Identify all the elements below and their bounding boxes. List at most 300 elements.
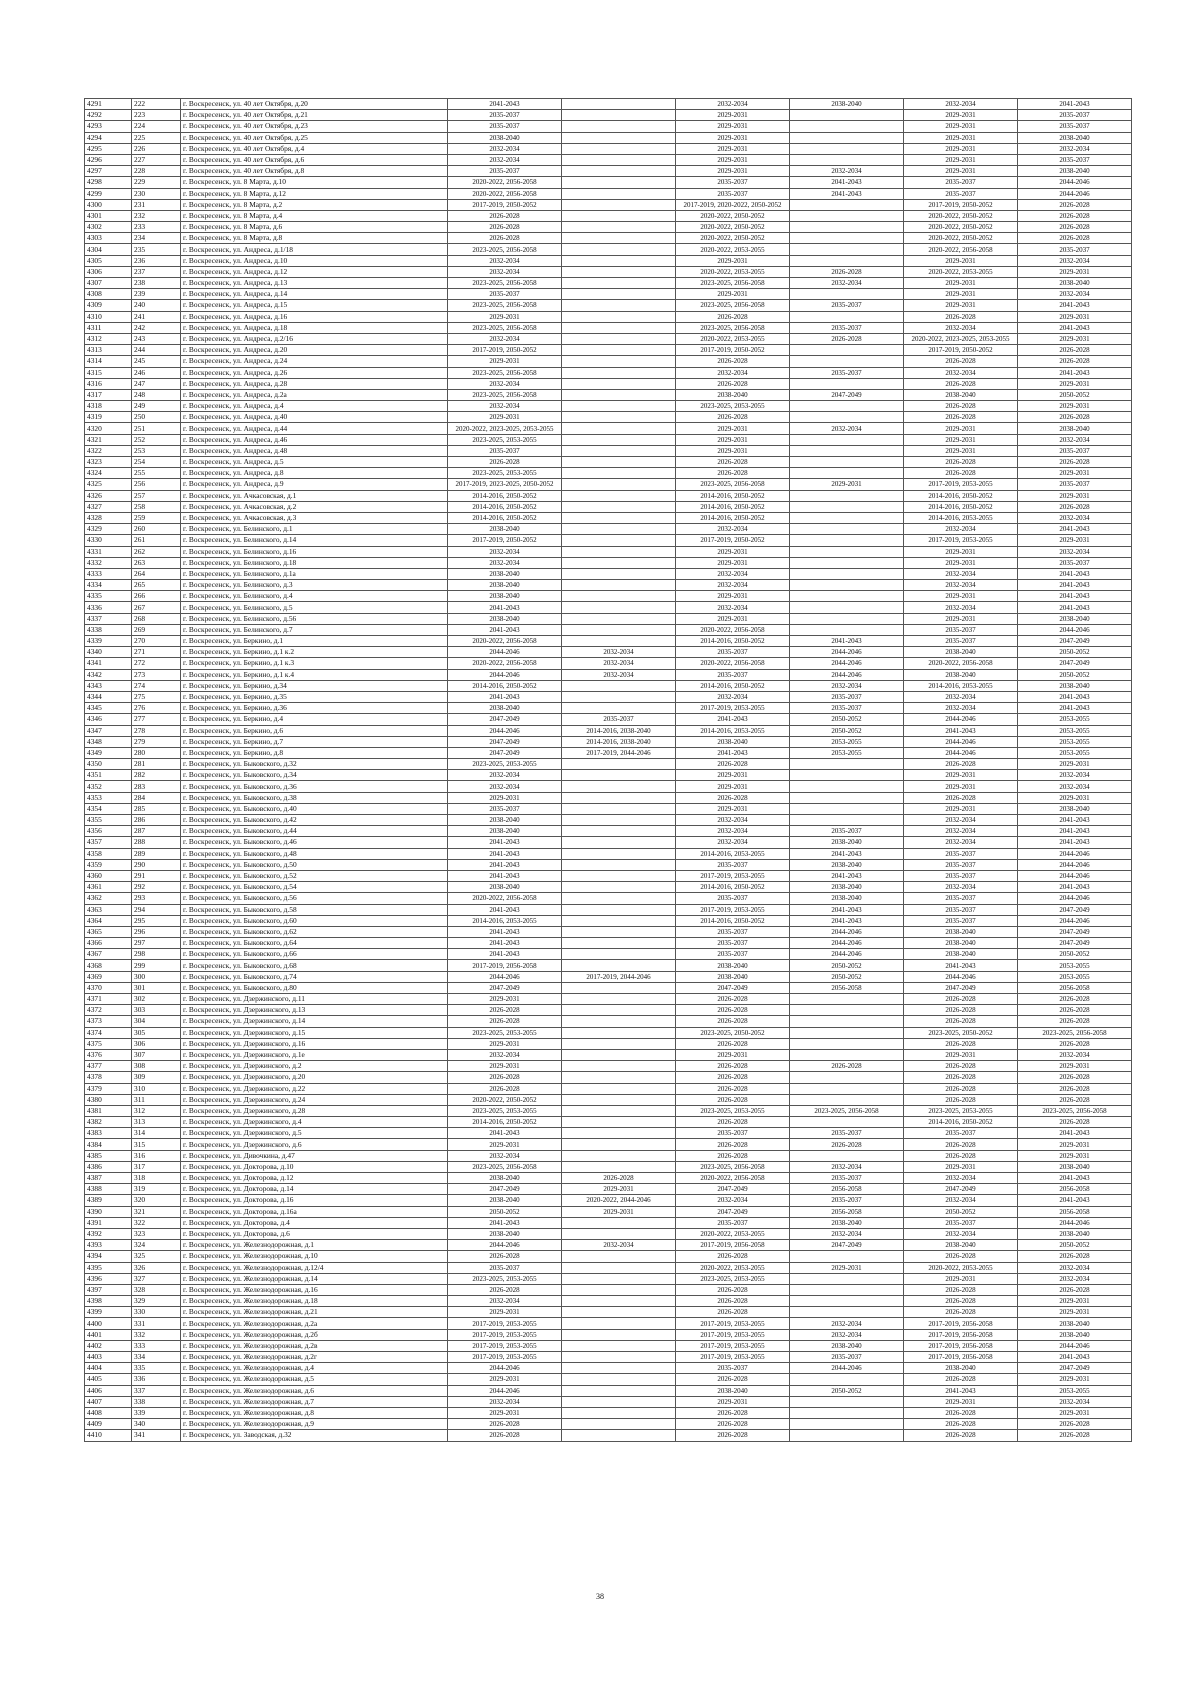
table-row: [85, 345, 1132, 356]
table-cell: [562, 434, 676, 445]
table-cell: г. Воскресенск, ул. 40 лет Октября, д.21: [181, 110, 448, 121]
table-cell: 2044-2046: [448, 971, 562, 982]
table-cell: 2041-2043: [1018, 815, 1132, 826]
table-cell: 2035-2037: [448, 110, 562, 121]
table-cell: 2032-2034: [676, 826, 790, 837]
table-cell: 2053-2055: [1018, 960, 1132, 971]
table-cell: [562, 322, 676, 333]
table-cell: г. Воскресенск, ул. Быковского, д.42: [181, 815, 448, 826]
table-cell: г. Воскресенск, ул. Железнодорожная, д.10: [181, 1251, 448, 1262]
table-cell: 296: [132, 926, 181, 937]
table-cell: [562, 1318, 676, 1329]
table-cell: г. Воскресенск, ул. Андреса, д.8: [181, 468, 448, 479]
table-cell: 4322: [85, 445, 132, 456]
table-row: [85, 602, 1132, 613]
table-row: [85, 971, 1132, 982]
table-cell: [790, 1038, 904, 1049]
table-cell: 2026-2028: [676, 1061, 790, 1072]
table-row: [85, 110, 1132, 121]
table-cell: 2044-2046: [448, 1240, 562, 1251]
table-cell: 2047-2049: [1018, 904, 1132, 915]
table-cell: 241: [132, 311, 181, 322]
table-cell: 2017-2019, 2056-2058: [448, 960, 562, 971]
table-cell: 2023-2025, 2053-2055: [448, 468, 562, 479]
table-cell: 2056-2058: [1018, 1206, 1132, 1217]
table-cell: 2026-2028: [676, 1307, 790, 1318]
table-cell: 4373: [85, 1016, 132, 1027]
table-row: [85, 781, 1132, 792]
table-cell: 272: [132, 658, 181, 669]
table-cell: 2026-2028: [904, 1296, 1018, 1307]
table-cell: 2026-2028: [676, 1296, 790, 1307]
table-row: [85, 1284, 1132, 1295]
table-cell: 284: [132, 792, 181, 803]
table-cell: [790, 1150, 904, 1161]
table-cell: [562, 1284, 676, 1295]
table-cell: г. Воскресенск, ул. Белинского, д.5: [181, 602, 448, 613]
table-cell: 4410: [85, 1430, 132, 1441]
table-cell: г. Воскресенск, ул. Беркино, д.1 к.3: [181, 658, 448, 669]
table-cell: 2029-2031: [448, 311, 562, 322]
table-cell: г. Воскресенск, ул. Белинского, д.18: [181, 557, 448, 568]
table-cell: 4401: [85, 1329, 132, 1340]
table-cell: 2041-2043: [790, 870, 904, 881]
table-cell: 2035-2037: [676, 893, 790, 904]
table-cell: 2032-2034: [790, 166, 904, 177]
table-cell: 2041-2043: [904, 1385, 1018, 1396]
table-cell: 4389: [85, 1195, 132, 1206]
table-row: [85, 1161, 1132, 1172]
table-cell: 2032-2034: [904, 568, 1018, 579]
table-row: [85, 1352, 1132, 1363]
table-cell: 2014-2016, 2053-2055: [448, 915, 562, 926]
table-cell: 2029-2031: [904, 300, 1018, 311]
table-cell: 305: [132, 1027, 181, 1038]
table-cell: г. Воскресенск, ул. 40 лет Октября, д.23: [181, 121, 448, 132]
table-cell: 2029-2031: [448, 1407, 562, 1418]
table-cell: [562, 300, 676, 311]
table-cell: [790, 199, 904, 210]
table-cell: [562, 199, 676, 210]
table-cell: [562, 624, 676, 635]
table-cell: 4334: [85, 580, 132, 591]
table-cell: 4397: [85, 1284, 132, 1295]
table-cell: 2044-2046: [1018, 188, 1132, 199]
table-row: [85, 1128, 1132, 1139]
table-cell: 4381: [85, 1105, 132, 1116]
table-cell: 2029-2031: [1018, 1061, 1132, 1072]
table-cell: 2029-2031: [1018, 1374, 1132, 1385]
table-cell: 2014-2016, 2050-2052: [448, 490, 562, 501]
table-cell: г. Воскресенск, ул. Железнодорожная, д.7: [181, 1396, 448, 1407]
table-cell: 2035-2037: [904, 636, 1018, 647]
table-cell: 280: [132, 747, 181, 758]
table-cell: 2029-2031: [676, 143, 790, 154]
table-cell: г. Воскресенск, ул. Заводская, д.32: [181, 1430, 448, 1441]
table-cell: 2032-2034: [448, 1150, 562, 1161]
table-cell: 4310: [85, 311, 132, 322]
schedule-table-body: [85, 99, 1132, 1442]
table-cell: 270: [132, 636, 181, 647]
table-cell: 2017-2019, 2053-2055: [904, 535, 1018, 546]
table-cell: 2041-2043: [448, 837, 562, 848]
table-cell: 2017-2019, 2053-2055: [448, 1352, 562, 1363]
table-cell: 2047-2049: [790, 1240, 904, 1251]
table-cell: г. Воскресенск, ул. Беркино, д.4: [181, 714, 448, 725]
table-cell: 2026-2028: [1018, 1284, 1132, 1295]
table-cell: 2014-2016, 2053-2055: [904, 512, 1018, 523]
table-cell: 287: [132, 826, 181, 837]
table-cell: 2038-2040: [904, 1363, 1018, 1374]
table-cell: 4326: [85, 490, 132, 501]
table-cell: 288: [132, 837, 181, 848]
table-cell: 2041-2043: [448, 848, 562, 859]
table-cell: 2044-2046: [1018, 893, 1132, 904]
table-cell: 278: [132, 725, 181, 736]
table-cell: 2032-2034: [676, 602, 790, 613]
table-cell: 2050-2052: [904, 1206, 1018, 1217]
table-cell: 2038-2040: [676, 736, 790, 747]
table-cell: 254: [132, 457, 181, 468]
table-cell: 2038-2040: [448, 580, 562, 591]
table-cell: 2029-2031: [676, 557, 790, 568]
table-cell: 2026-2028: [448, 1016, 562, 1027]
table-cell: г. Воскресенск, ул. Быковского, д.54: [181, 882, 448, 893]
table-cell: 2020-2022, 2050-2052: [904, 210, 1018, 221]
table-cell: [790, 803, 904, 814]
table-cell: 2026-2028: [448, 210, 562, 221]
table-cell: 2032-2034: [904, 826, 1018, 837]
table-cell: 2023-2025, 2053-2055: [448, 759, 562, 770]
table-cell: 4382: [85, 1117, 132, 1128]
table-cell: 4300: [85, 199, 132, 210]
table-cell: 2026-2028: [676, 1139, 790, 1150]
table-cell: 2047-2049: [1018, 636, 1132, 647]
table-cell: 2014-2016, 2053-2055: [904, 680, 1018, 691]
table-cell: 2026-2028: [790, 1061, 904, 1072]
table-cell: [562, 1363, 676, 1374]
table-cell: г. Воскресенск, ул. Железнодорожная, д.2г: [181, 1352, 448, 1363]
table-cell: [790, 356, 904, 367]
table-cell: 2032-2034: [904, 882, 1018, 893]
table-cell: 2020-2022, 2050-2052: [904, 222, 1018, 233]
table-cell: 4383: [85, 1128, 132, 1139]
table-cell: г. Воскресенск, ул. Белинского, д.7: [181, 624, 448, 635]
table-cell: [790, 1072, 904, 1083]
table-cell: 311: [132, 1094, 181, 1105]
table-cell: 2047-2049: [448, 1184, 562, 1195]
table-cell: 273: [132, 669, 181, 680]
table-cell: г. Воскресенск, ул. Дзержинского, д.5: [181, 1128, 448, 1139]
table-cell: 4330: [85, 535, 132, 546]
table-cell: 2026-2028: [1018, 222, 1132, 233]
table-row: [85, 703, 1132, 714]
table-row: [85, 401, 1132, 412]
table-cell: 4367: [85, 949, 132, 960]
table-cell: 2038-2040: [1018, 278, 1132, 289]
table-cell: [790, 233, 904, 244]
table-cell: 2050-2052: [1018, 647, 1132, 658]
table-cell: [562, 1161, 676, 1172]
table-row: [85, 121, 1132, 132]
table-cell: г. Воскресенск, ул. Быковского, д.64: [181, 938, 448, 949]
table-cell: г. Воскресенск, ул. Железнодорожная, д.1: [181, 1240, 448, 1251]
table-row: [85, 1407, 1132, 1418]
table-cell: [562, 994, 676, 1005]
table-cell: 299: [132, 960, 181, 971]
table-cell: г. Воскресенск, ул. Беркино, д.34: [181, 680, 448, 691]
table-cell: 4323: [85, 457, 132, 468]
table-cell: 2038-2040: [676, 1385, 790, 1396]
table-cell: 4297: [85, 166, 132, 177]
table-cell: 2026-2028: [1018, 1117, 1132, 1128]
table-cell: 2035-2037: [676, 188, 790, 199]
table-row: [85, 624, 1132, 635]
table-cell: 2026-2028: [904, 1150, 1018, 1161]
table-cell: [790, 255, 904, 266]
table-cell: 4355: [85, 815, 132, 826]
table-cell: 2023-2025, 2056-2058: [1018, 1027, 1132, 1038]
table-cell: 2032-2034: [676, 815, 790, 826]
table-cell: 2035-2037: [448, 289, 562, 300]
table-cell: 2041-2043: [1018, 1173, 1132, 1184]
table-cell: [562, 1061, 676, 1072]
table-cell: 2032-2034: [1018, 1049, 1132, 1060]
table-cell: г. Воскресенск, ул. Дзержинского, д.22: [181, 1083, 448, 1094]
table-cell: 2032-2034: [1018, 1273, 1132, 1284]
table-cell: 2050-2052: [1018, 949, 1132, 960]
table-cell: 4395: [85, 1262, 132, 1273]
table-cell: г. Воскресенск, ул. Докторова, д.12: [181, 1173, 448, 1184]
table-cell: 2041-2043: [1018, 703, 1132, 714]
table-cell: 4316: [85, 378, 132, 389]
table-cell: 2014-2016, 2050-2052: [904, 501, 1018, 512]
table-cell: 2050-2052: [1018, 389, 1132, 400]
table-cell: [790, 1117, 904, 1128]
table-cell: 4299: [85, 188, 132, 199]
table-cell: 263: [132, 557, 181, 568]
table-cell: г. Воскресенск, ул. Дзержинского, д.4: [181, 1117, 448, 1128]
table-cell: 2026-2028: [904, 1083, 1018, 1094]
table-cell: [562, 792, 676, 803]
table-cell: 4408: [85, 1407, 132, 1418]
table-cell: [562, 1150, 676, 1161]
table-cell: 2044-2046: [1018, 859, 1132, 870]
table-cell: 2032-2034: [562, 1240, 676, 1251]
table-cell: 2026-2028: [1018, 345, 1132, 356]
table-cell: 2041-2043: [448, 691, 562, 702]
table-cell: [790, 143, 904, 154]
table-cell: 2041-2043: [790, 177, 904, 188]
table-cell: 2020-2022, 2050-2052: [676, 222, 790, 233]
table-cell: 2017-2019, 2050-2052: [904, 199, 1018, 210]
table-cell: [562, 412, 676, 423]
table-cell: 2020-2022, 2053-2055: [676, 1228, 790, 1239]
table-cell: 2026-2028: [904, 1038, 1018, 1049]
table-cell: 4303: [85, 233, 132, 244]
table-cell: 2032-2034: [448, 1049, 562, 1060]
table-cell: 2026-2028: [448, 1083, 562, 1094]
table-cell: 4296: [85, 154, 132, 165]
table-cell: 2038-2040: [1018, 613, 1132, 624]
table-cell: г. Воскресенск, ул. Ачкасовская, д.3: [181, 512, 448, 523]
table-cell: г. Воскресенск, ул. Дзержинского, д.15: [181, 1027, 448, 1038]
table-cell: г. Воскресенск, ул. Докторова, д.6: [181, 1228, 448, 1239]
table-cell: 2029-2031: [676, 423, 790, 434]
table-cell: 2053-2055: [1018, 747, 1132, 758]
table-cell: 313: [132, 1117, 181, 1128]
table-cell: 2020-2022, 2056-2058: [676, 624, 790, 635]
table-cell: г. Воскресенск, ул. 40 лет Октября, д.4: [181, 143, 448, 154]
table-cell: [562, 289, 676, 300]
table-cell: 2035-2037: [904, 188, 1018, 199]
table-cell: 2032-2034: [790, 680, 904, 691]
table-cell: 4400: [85, 1318, 132, 1329]
table-cell: 4347: [85, 725, 132, 736]
table-cell: 2023-2025, 2056-2058: [448, 244, 562, 255]
table-cell: 4332: [85, 557, 132, 568]
table-cell: 4377: [85, 1061, 132, 1072]
table-cell: 4302: [85, 222, 132, 233]
table-cell: 4321: [85, 434, 132, 445]
table-cell: 2026-2028: [904, 356, 1018, 367]
table-cell: 4298: [85, 177, 132, 188]
table-row: [85, 647, 1132, 658]
table-cell: 285: [132, 803, 181, 814]
table-cell: 2041-2043: [448, 1128, 562, 1139]
table-cell: г. Воскресенск, ул. Дзержинского, д.2: [181, 1061, 448, 1072]
table-cell: 2029-2031: [1018, 759, 1132, 770]
table-cell: 2032-2034: [676, 568, 790, 579]
table-cell: 2026-2028: [448, 1430, 562, 1441]
table-cell: 2038-2040: [448, 815, 562, 826]
table-cell: [790, 557, 904, 568]
table-cell: 2029-2031: [676, 110, 790, 121]
table-cell: 2053-2055: [790, 736, 904, 747]
table-cell: 2044-2046: [1018, 915, 1132, 926]
table-cell: 2044-2046: [1018, 848, 1132, 859]
table-row: [85, 222, 1132, 233]
table-cell: 2038-2040: [448, 1195, 562, 1206]
table-cell: 2041-2043: [790, 904, 904, 915]
table-row: [85, 266, 1132, 277]
table-cell: 4341: [85, 658, 132, 669]
table-cell: 337: [132, 1385, 181, 1396]
table-cell: 2029-2031: [448, 994, 562, 1005]
table-row: [85, 300, 1132, 311]
table-cell: 2035-2037: [904, 1128, 1018, 1139]
table-cell: [562, 591, 676, 602]
table-cell: 2041-2043: [1018, 826, 1132, 837]
table-row: [85, 322, 1132, 333]
table-cell: 4291: [85, 99, 132, 110]
table-cell: [562, 1083, 676, 1094]
table-cell: г. Воскресенск, ул. Ачкасовская, д.1: [181, 490, 448, 501]
table-cell: 321: [132, 1206, 181, 1217]
table-cell: 2032-2034: [1018, 546, 1132, 557]
table-cell: 2038-2040: [904, 389, 1018, 400]
table-cell: г. Воскресенск, ул. Дзержинского, д.28: [181, 1105, 448, 1116]
table-cell: 2029-2031: [904, 803, 1018, 814]
table-row: [85, 166, 1132, 177]
table-cell: 2032-2034: [904, 367, 1018, 378]
table-cell: 2014-2016, 2050-2052: [448, 501, 562, 512]
table-cell: 249: [132, 401, 181, 412]
table-cell: 2035-2037: [676, 926, 790, 937]
table-cell: 2047-2049: [448, 982, 562, 993]
table-row: [85, 311, 1132, 322]
table-row: [85, 882, 1132, 893]
table-row: [85, 199, 1132, 210]
table-cell: 260: [132, 524, 181, 535]
table-cell: 2026-2028: [1018, 1038, 1132, 1049]
page-number: 38: [596, 1592, 604, 1601]
table-cell: [790, 602, 904, 613]
table-cell: [562, 1117, 676, 1128]
table-cell: [790, 468, 904, 479]
table-cell: 2032-2034: [904, 99, 1018, 110]
table-cell: 2014-2016, 2050-2052: [676, 882, 790, 893]
table-cell: 2044-2046: [448, 669, 562, 680]
table-cell: 251: [132, 423, 181, 434]
table-cell: 2026-2028: [1018, 1094, 1132, 1105]
table-cell: [790, 1273, 904, 1284]
table-cell: [562, 110, 676, 121]
table-cell: 2044-2046: [904, 971, 1018, 982]
table-cell: 319: [132, 1184, 181, 1195]
table-cell: 2035-2037: [448, 803, 562, 814]
table-cell: 2044-2046: [1018, 624, 1132, 635]
table-row: [85, 278, 1132, 289]
table-cell: г. Воскресенск, ул. 8 Марта, д.12: [181, 188, 448, 199]
table-cell: 227: [132, 154, 181, 165]
table-cell: [562, 121, 676, 132]
table-cell: [562, 568, 676, 579]
table-cell: 331: [132, 1318, 181, 1329]
table-cell: г. Воскресенск, ул. Дзержинского, д.20: [181, 1072, 448, 1083]
table-cell: 2035-2037: [904, 177, 1018, 188]
table-cell: 2053-2055: [790, 747, 904, 758]
table-cell: 2041-2043: [448, 949, 562, 960]
table-row: [85, 434, 1132, 445]
table-cell: 276: [132, 703, 181, 714]
table-cell: 2044-2046: [904, 747, 1018, 758]
table-row: [85, 870, 1132, 881]
table-cell: [790, 1284, 904, 1295]
table-cell: 2050-2052: [1018, 669, 1132, 680]
table-cell: [562, 848, 676, 859]
table-cell: 262: [132, 546, 181, 557]
table-cell: 2044-2046: [448, 1385, 562, 1396]
table-cell: 242: [132, 322, 181, 333]
table-cell: 2041-2043: [1018, 1195, 1132, 1206]
table-cell: 2032-2034: [448, 1396, 562, 1407]
table-cell: 2035-2037: [676, 647, 790, 658]
table-cell: 2029-2031: [448, 412, 562, 423]
table-cell: 2020-2022, 2044-2046: [562, 1195, 676, 1206]
table-cell: 268: [132, 613, 181, 624]
table-cell: 2029-2031: [904, 423, 1018, 434]
table-cell: 2041-2043: [1018, 580, 1132, 591]
table-cell: г. Воскресенск, ул. Быковского, д.66: [181, 949, 448, 960]
table-cell: 2038-2040: [448, 826, 562, 837]
table-cell: [562, 1094, 676, 1105]
table-cell: 2026-2028: [1018, 1083, 1132, 1094]
table-cell: 2026-2028: [1018, 994, 1132, 1005]
table-cell: [790, 222, 904, 233]
table-cell: 2035-2037: [676, 949, 790, 960]
table-cell: [790, 624, 904, 635]
